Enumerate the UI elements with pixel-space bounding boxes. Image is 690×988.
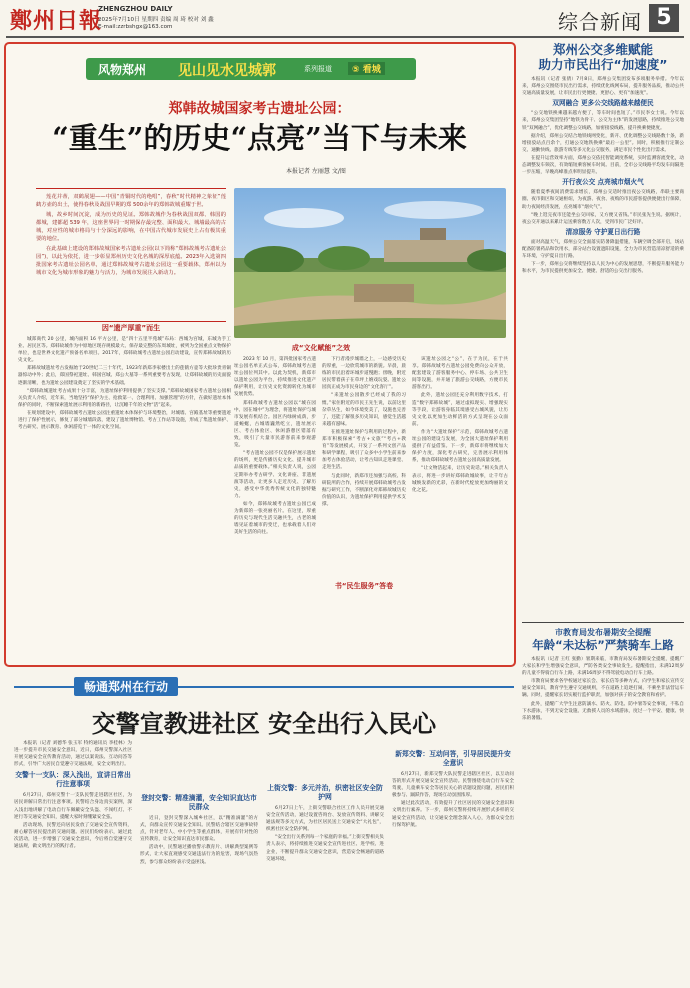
- kicker: 郑韩故城国家考古遗址公园：: [168, 101, 351, 117]
- traffic-c6: “安全出行关系到每一个家庭的幸福。”上街交警相关负责人表示，将持续推进交通安全宣传进社区、进学校、进企业，不断提升群众交通安全意识，营造安全畅通的道路交通环境。: [266, 835, 384, 862]
- edu-headline-2: 年龄“未达标”严禁骑车上路: [532, 638, 674, 652]
- bus-p3: 据介绍，郑州公交结合地铁线网变化，新开、优化调整公交线路数十条，新增接驳站点百余个，打通公交地铁换乘“最后一公里”。同时，积极推行定制公交、通勤快线、旅游专线等多元化公交服务，满足市民个性化出行需求。: [522, 133, 684, 153]
- date-line: 2025年7月10日 星期四 责编 周 琦 校对 刘 鑫: [98, 17, 214, 23]
- lede-p2: 城，故乡时间沉淀，成为历史的见证。郑韩故城作为春秋战国双都、韩国的都城，建都超 539 年，这座世界同一时期保存最完整、面积最大、城墙最高的古城，对应性的城市格局与十分深远的影响，在中国古代城市发展史上占有极其重要的地位。: [36, 212, 226, 242]
- edu-p2: 市教育局要求各学校通过家长会、家长信等多种方式，向学生和家长宣传交通安全知识，教育学生遵守交通规则，不在道路上追逐打闹，不乘坐非法营运车辆。同时，提醒家长切实履行监护职责，加强对孩子的安全教育和看护。: [522, 679, 684, 699]
- edu-headline-1: 市教育局发布暑期安全提醒: [555, 628, 651, 637]
- banner-series-2: ⑤ 看城: [348, 62, 385, 75]
- traffic-headline: 交警宣教进社区 安全出行入民心: [91, 710, 437, 738]
- bus-subhead-3: 清凉服务 守护夏日出行路: [565, 227, 641, 236]
- newspaper-logo: 鄭州日報: [10, 8, 103, 34]
- section-title: 综合新闻: [558, 10, 642, 34]
- contact-email: E-mail:zzrbshgx@163.com: [98, 24, 173, 30]
- col2-p3: “考古遗址公园不仅是保护展示遗址的场所，更是传播历史文化、提升城市品质的重要载体。”相关负责人说，公园定期举办考古研学、文化讲座、非遗展演等活动，让更多人走近历史、了解历史，感受中华优秀传统文化的独特魅力。: [234, 451, 316, 499]
- column-1: [18, 336, 231, 664]
- traffic-col-1: [14, 740, 132, 982]
- column-4: [412, 356, 508, 656]
- edu-p3: 此外，提醒广大学生注意防溺水、防火、防电、防中暑等安全事项，不私自下水游泳，不到无安全设施、无救援人员的水域游泳，度过一个平安、健康、快乐的暑假。: [522, 701, 684, 721]
- traffic-subhead-1: 交警十一支队：深入浅出，宣讲日常出行注意事项: [15, 771, 131, 789]
- traffic-c8: 通过此次活动，有效提升了社区居民的交通安全意识和文明出行素养。下一步，郑州交警将持续开展形式多样的交通安全宣传活动，让交通安全理念深入人心，为群众安全出行保驾护航。: [392, 801, 514, 828]
- col2-p4: 如今，郑韩故城考古遗址公园已成为新郑的一张亮丽名片。在这里，厚重的历史与现代生活交融共生，古老的城墙见证着城市的变迁，也承载着人们对美好生活的向往。: [234, 501, 316, 536]
- traffic-c7: 6月27日，新郑交警大队民警走进辖区社区，以互动问答的形式开展交通安全宣传活动。民警围绕电动自行车安全驾驶、儿童乘车安全等居民关心的话题设置问题，居民们积极参与、踊跃作答，现场互动氛围浓厚。: [392, 772, 514, 799]
- edu-article: [522, 656, 684, 976]
- feature-article: [4, 42, 516, 667]
- col1-p2: 郑韩故城遗址考古发掘始于20世纪二三十年代，1923年新郑李家楼出土的莲鹤方壶等大批珍贵青铜器惊动中外；此后，郑国祭祀遗址、韩国宫城、郑公大墓等一系列重要考古发现，让郑韩故城的历史面貌逐渐清晰，也为遗址公园建设奠定了坚实的学术基础。: [18, 366, 231, 386]
- page-number: 5: [649, 4, 679, 32]
- newspaper-logo-en: ZHENGZHOU DAILY: [98, 5, 173, 13]
- bus-p4: 在提升运营效率方面，郑州公交依托智能调度系统，实时监测客流变化，动态调整发车频次，有效缩短乘客候车时间。目前，全市公交线路平均发车间隔进一步压缩，早晚高峰准点率明显提升。: [522, 155, 684, 176]
- col1-p4: 在规划建设中，郑韩故城考古遗址公园注重遗址本体保护与环境整治，对城墙、宫殿基址等重要遗迹进行了保护性展示，修复了部分城墙段落，建设了遗址博物馆、考古工作站等设施，形成了集遗址保护、考古研究、展示教育、休闲游览于一体的文化空间。: [18, 410, 231, 431]
- column-2: [234, 356, 316, 656]
- bus-headline-2: 助力市民出行“加速度”: [538, 57, 668, 72]
- subhead-2: 成“文化赋能”之效: [291, 344, 351, 352]
- traffic-col-4: [392, 740, 514, 982]
- bus-headline-1: 郑州公交多维赋能: [552, 42, 653, 57]
- park-photo: [234, 188, 506, 338]
- bus-p8: 下一步，郑州公交将继续坚持以人民为中心的发展思想，不断提升服务能力和水平，为市民提供更加安全、便捷、舒适的公交出行服务。: [522, 262, 684, 275]
- traffic-banner: [14, 676, 514, 698]
- traffic-subhead-3: 上街交警：多元并治，织密社区安全防护网: [267, 784, 383, 801]
- bus-subhead-1: 双网融合 更多公交线路越来越便民: [552, 99, 654, 108]
- banner-tag: 风物郑州: [98, 63, 147, 77]
- traffic-banner-label: 畅通郑州在行动: [74, 677, 178, 696]
- lede: [36, 188, 226, 322]
- banner-title: 见山见水见城郭: [178, 63, 276, 79]
- bus-subhead-2: 开行夜公交 点亮城市烟火气: [562, 178, 644, 187]
- col3-p3: 在推进遗址保护与利用的过程中，新郑市积极探索“考古+文旅”“考古+教育”等发展模式，开发了一系列文创产品和研学课程，吸引了众多中小学生前来参加考古体验活动，让考古知识走进课堂、走进生活。: [322, 429, 406, 471]
- col3-p1: 下行者漫步城墙之上，一边感受历史的厚重，一边欣赏城市的新貌。早晨，晨练的市民沿着环城步道慢跑；傍晚，附近居民带着孩子在草坪上嬉戏玩耍。遗址公园真正成为市民身边的“文化客厅”。: [322, 357, 406, 391]
- lede-p1: 莲花并蒂，双鹤展翅——中国“青铜时代的绝唱”，春秋“时代精神之象征”莲鹤方壶的出土，使得春秋及战国早期的郑 500余年的郑韩故城重耀于世。: [36, 194, 226, 208]
- traffic-c4: 活动中，民警通过播放警示教育片、讲解典型案例等形式，让大家直观感受交通违法行为的危害，现场气氛热烈，参与群众纷纷表示受益匪浅。: [140, 845, 258, 865]
- masthead: [0, 0, 690, 38]
- traffic-subhead-2: 登封交警：精准滴灌，安全知识直达市民群众: [141, 794, 257, 811]
- bus-p2: “公交地铁换乘越来越方便了，等车时间也短了。”市民李女士说。今年以来，郑州公交集团坚持“地铁为骨干、公交为主体”的发展思路，持续推进公交地铁“双网融合”，优化调整公交线路，加密接驳线路，提升换乘便捷度。: [522, 111, 684, 131]
- col1-p3: “郑韩故城遗址考古成果十分丰富，为遗址保护利用提供了坚实支撑。”郑韩故城国家考古遗址公园相关负责人介绍，近年来，当地坚持“保护为主、抢救第一、合理利用、加强管理”的方针，在做好遗址本体保护的同时，不断探索遗址展示利用的新路径，让沉睡千年的文物“活”起来。: [18, 388, 231, 408]
- traffic-c2: 活动现场，民警还向居民发放了交通安全宣传资料，耐心解答居民提出的交通问题。居民们纷纷表示，通过此次活动，进一步增强了交通安全意识，今后将自觉遵守交通法规，做文明出行的践行者。: [14, 822, 132, 850]
- bus-p1: 本报讯（记者 张倩）7月8日，郑州公交集团发布多项服务举措。今年以来，郑州公交围绕市民出行需求，持续优化线网布局，提升服务品质，推动公共交通高质量发展，让市民出行更便捷、更舒心、更有“加速度”。: [522, 77, 684, 97]
- traffic-c1: 6月27日，郑州交警十一支队民警走进辖区社区，为居民讲解日常出行注意事项。民警结合身边真实案例，深入浅出地讲解了电动自行车佩戴安全头盔、不闯红灯、不逆行等交通安全知识，提醒大家时刻绷紧安全弦。: [14, 793, 132, 820]
- col4-p3: 作为“大遗址保护”示范，郑韩故城考古遗址公园的建设与发展，为全国大遗址保护利用提供了有益借鉴。下一步，新郑市将继续加大保护力度，深化考古研究，完善展示利用体系，推动郑韩故城考古遗址公园高质量发展。: [412, 429, 508, 464]
- col2-p2: 郑韩故城考古遗址公园以“城在园中、园在城中”为理念，将遗址保护与城市发展有机结合。园区内绿树成荫，步道蜿蜒，古城墙巍然屹立，遗址展示区、考古体验区、休闲游憩区错落有致，吸引了大量市民游客前来参观游览。: [234, 400, 316, 449]
- series-banner: [86, 58, 416, 80]
- col4-p4: “让文物活起来，让历史说话。”相关负责人表示，将进一步讲好郑韩故城故事，让千年古城焕发新的光彩，在新时代绽放更加绚丽的文化之花。: [412, 466, 508, 493]
- lede-p3: 在此基础上建设的郑韩故城国家考古遗址公园(以下简称“郑韩故城考古遗址公园”)，以此为依托，进一步彰显郑州历史文化名城的深厚底蕴。2023年入选第四批国家考古遗址公园名单，通过郑韩故城考古遗址公园这一重要载体，郑州以为城市文化为城市形象的魅力与活力，为城市发展注入新动力。: [36, 246, 226, 276]
- bus-p5: 随着夏季夜间消费需求增长，郑州公交适时推出夜公交线路，串联主要商圈、夜市街区和交通枢纽，为夜游、夜食、夜购的市民游客提供便捷出行保障，助力夜间经济发展，点亮城市“烟火气”。: [522, 190, 684, 210]
- byline: 本报记者 左丽慧 文/图: [286, 168, 346, 175]
- col2-p1: 2023 年 10 月，第四批国家考古遗址公园名单正式公布，郑韩故城考古遗址公园位列其中。以此为契机，新郑市以遗址公园为平台，持续推进文化遗产保护利用，让历史文化资源转化为城市发展优势。: [234, 357, 316, 398]
- traffic-c3: 近日，登封交警深入城乡社区，以“精准滴灌”的方式，向群众宣传交通安全知识。民警结合辖区交通事故特点，针对老年人、中小学生等重点群体，开展有针对性的宣传教育，让安全知识直达市民群众。: [140, 816, 258, 843]
- subhead-1: 因“遗产厚重”而生: [101, 324, 161, 332]
- column-3: [322, 356, 406, 578]
- col3-p4: 与此同时，新郑市还加强与高校、科研院所的合作，持续开展郑韩故城考古发掘与研究工作，不断深化对郑韩故城历史价值的认识，为遗址保护利用提供学术支撑。: [322, 473, 406, 507]
- col4-p1: 该遗址公园之“公”，在于为民，在于共享。郑韩故城考古遗址公园免费向公众开放，配套建设了游客服务中心、停车场、公共卫生间等设施，并开通了旅游公交线路，方便市民游客出行。: [412, 357, 508, 391]
- col1-p1: 城郑商代 20 公里，城内面积 16 平方公里，是“四十五里半苑城”布局：西城为宫城，东城为手工业、居民区等。郑韩故城作为中原地区现存规模最大、保存最完整的东周城址，被列为全国重点文物保护单位，也是世界文化遗产预备名单项目。2017年，郑韩故城考古遗址公园启动建设，宣传郑韩故城的历史文化。: [18, 337, 231, 364]
- traffic-c5: 6月27日上午，上街交警联合社区工作人员开展交通安全宣传活动，通过设置咨询台、发放宣传资料、讲解交通法规等多元方式，为社区居民送上交通安全“大礼包”，织密社区安全防护网。: [266, 806, 384, 833]
- banner-series: 系列报道: [304, 65, 332, 73]
- traffic-col-3: [266, 740, 384, 982]
- subhead-3: 书“民生服务”答卷: [334, 582, 394, 590]
- edu-p1: 本报讯（记者 王红 张勤）暑期来临，市教育局发布暑期安全提醒，提醒广大家长和学生增强安全意识，严防各类安全事故发生。提醒指出，未满12周岁的儿童不得骑自行车上路，未满16周岁不得驾驶电动自行车上路。: [522, 657, 684, 677]
- bus-p7: 面对高温天气，郑州公交全面落实防暑降温措施，车辆空调全部开启，场站配备防暑药品和饮用水，部分站台设置遮阳设施，全力为市民营造清凉舒适的乘车环境，守护夏日出行路。: [522, 239, 684, 260]
- traffic-subhead-4: 新郑交警：互动问答，引导居民提升安全意识: [395, 750, 511, 767]
- bus-p6: “晚上逛完夜市还能坐公交回家，又方便又省钱。”市民张先生说。据统计，夜公交开通以来累计运送乘客数万人次，受到市民广泛好评。: [522, 212, 684, 225]
- col4-p2: 此外，遗址公园还充分利用数字技术，打造“数字郑韩故城”，通过虚拟现实、增强现实等手段，让游客身临其境感受古城风貌，让历史文化以更加生动鲜活的方式呈现在公众面前。: [412, 393, 508, 427]
- park-photo-image: [234, 188, 506, 338]
- right-column: [522, 42, 684, 982]
- traffic-col-2: [140, 740, 258, 982]
- bus-article: [522, 76, 684, 618]
- col3-p2: “来遗址公园散步已经成了我的习惯。”家住附近的市民王先生说，以前这里杂草丛生，如今环境变美了，设施也完善了，还能了解很多历史知识，感觉生活越来越有滋味。: [322, 393, 406, 427]
- traffic-intro: 本报讯（记者 刘德华 张玉军 特约通讯员 李桂林）为进一步提升市民交通安全意识，近日，郑州交警深入社区开展交通安全宣传教育活动，通过以案说法、互动问答等形式，引导广大居民自觉遵守交通法规，安全文明出行。: [14, 741, 132, 768]
- headline: “重生”的历史“点亮”当下与未来: [52, 121, 467, 155]
